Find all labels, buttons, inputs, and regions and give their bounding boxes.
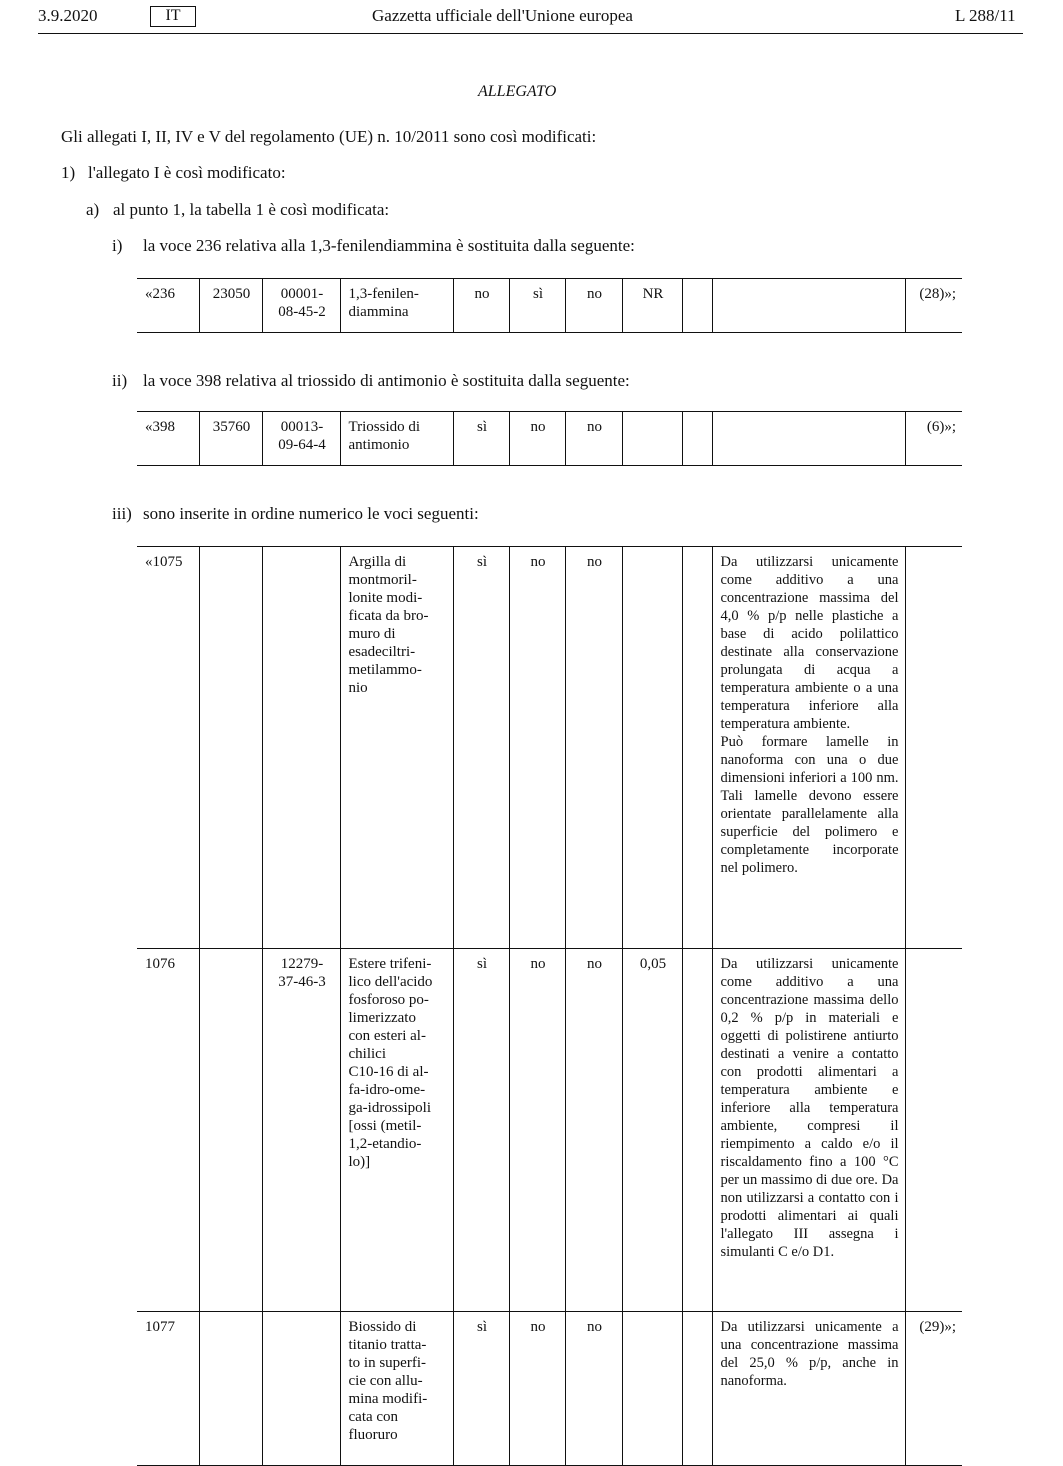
table-row [137,412,962,466]
cell-ref-no [199,1312,262,1466]
cell-frf: no [565,412,622,466]
cell-fcm-no: «1075 [145,554,183,570]
publication-date: 3.9.2020 [38,6,98,25]
cell-notes [905,949,962,1312]
cell-cas-no: 12279- 37-46-3 [262,949,340,1312]
sub-i-number: i) [112,236,123,255]
cell-additive: sì [453,1312,509,1466]
table-row [137,279,962,333]
table-new-entries [137,546,962,1466]
cell-ref-no [199,547,262,949]
cell-monomer: no [509,547,565,949]
cell-fcm-no: 1077 [145,1319,175,1335]
cell-sml [622,412,682,466]
sub-iii-text: sono inserite in ordine numerico le voci seguenti: [143,504,479,523]
cell-notes: (28)»; [905,279,962,333]
cell-sml: 0,05 [622,949,682,1312]
cell-substance-name: Biossido di titanio tratta- to in superfi- cie con allu- mina modifi- cata con fluoruro [340,1312,453,1466]
cell-ref-no [199,949,262,1312]
cell-cas-no: 00013- 09-64-4 [262,412,340,466]
annex-title: ALLEGATO [478,83,557,100]
cell-sml-t [682,279,712,333]
cell-ref-no: 35760 [199,412,262,466]
cell-restrictions [712,279,905,333]
cell-sml [622,547,682,949]
table-row [137,1312,962,1466]
cell-frf: no [565,949,622,1312]
cell-notes [905,547,962,949]
cell-sml [622,1312,682,1466]
cell-substance-name: Argilla di montmoril- lonite modi- ficata da bro- muro di esadeciltri- metilammo- nio [340,547,453,949]
item-1-number: 1) [61,163,76,182]
cell-additive: sì [453,949,509,1312]
cell-additive: sì [453,547,509,949]
cell-monomer: no [509,412,565,466]
language-code-box: IT [150,6,196,27]
cell-frf: no [565,279,622,333]
cell-fcm-no: «236 [145,286,175,302]
cell-cas-no: 00001- 08-45-2 [262,279,340,333]
cell-frf: no [565,547,622,949]
intro-paragraph: Gli allegati I, II, IV e V del regolamento (UE) n. 10/2011 sono così modificati: [61,127,597,146]
item-1a-number: a) [86,200,100,219]
cell-fcm-no: 1076 [145,956,175,972]
cell-additive: sì [453,412,509,466]
sub-i-text: la voce 236 relativa alla 1,3-fenilendiammina è sostituita dalla seguente: [143,236,635,255]
cell-restrictions [712,412,905,466]
cell-fcm-no: «398 [145,419,175,435]
cell-sml-t [682,949,712,1312]
table-row [137,949,962,1312]
cell-cas-no [262,547,340,949]
table-row [137,547,962,949]
cell-notes: (29)»; [905,1312,962,1466]
journal-title: Gazzetta ufficiale dell'Unione europea [372,6,633,25]
cell-restrictions: Da utilizzarsi unicamente a una concentrazione massima del 25,0 % p/p, anche in nanoforma. [712,1312,905,1466]
cell-additive: no [453,279,509,333]
cell-frf: no [565,1312,622,1466]
cell-sml: NR [622,279,682,333]
header-rule [38,33,1023,34]
sub-iii-number: iii) [112,504,132,523]
cell-cas-no [262,1312,340,1466]
cell-ref-no: 23050 [199,279,262,333]
cell-substance-name: Triossido di antimonio [340,412,453,466]
cell-sml-t [682,547,712,949]
page-reference: L 288/11 [955,6,1016,25]
cell-substance-name: 1,3-fenilen- diammina [340,279,453,333]
cell-sml-t [682,412,712,466]
cell-notes: (6)»; [905,412,962,466]
cell-restrictions: Da utilizzarsi unicamente come additivo a una concentrazione massima dello 0,2 % p/p in materiali e oggetti di polistirene antiurto destinati a venire a contatto con prodotti alimentari a temperatura ambiente e inferiore alla temperatura ambiente, compresi il riempimento a caldo e/o il riscaldamento fino a 100 °C per un massimo di due ore. Da non utilizzarsi a contatto con i prodotti alimentari ai quali l'allegato III assegna i simulanti C e/o D1. [712,949,905,1312]
cell-substance-name: Estere trifeni- lico dell'acido fosforoso po- limerizzato con esteri al- chilici C10-16 di al- fa-idro-ome- ga-idrossipoli [ossi (metil- 1,2-etandio- lo)] [340,949,453,1312]
table-entry-398 [137,411,962,466]
cell-monomer: no [509,949,565,1312]
item-1-text: l'allegato I è così modificato: [88,163,286,182]
item-1a-text: al punto 1, la tabella 1 è così modificata: [113,200,390,219]
cell-monomer: sì [509,279,565,333]
cell-restrictions: Da utilizzarsi unicamente come additivo a una concentrazione massima del 4,0 % p/p nelle plastiche a base di acido polilattico destinate alla conservazione prolungata di acqua a temperatura ambiente o a una temperatura inferiore alla temperatura ambiente. Può formare lamelle in nanoforma con una o due dimensioni inferiori a 100 nm. Tali lamelle devono essere orientate parallelamente alla superficie del polimero e completamente incorporate nel polimero. [712,547,905,949]
cell-sml-t [682,1312,712,1466]
sub-ii-number: ii) [112,371,128,390]
table-entry-236 [137,278,962,333]
cell-monomer: no [509,1312,565,1466]
sub-ii-text: la voce 398 relativa al triossido di antimonio è sostituita dalla seguente: [143,371,630,390]
